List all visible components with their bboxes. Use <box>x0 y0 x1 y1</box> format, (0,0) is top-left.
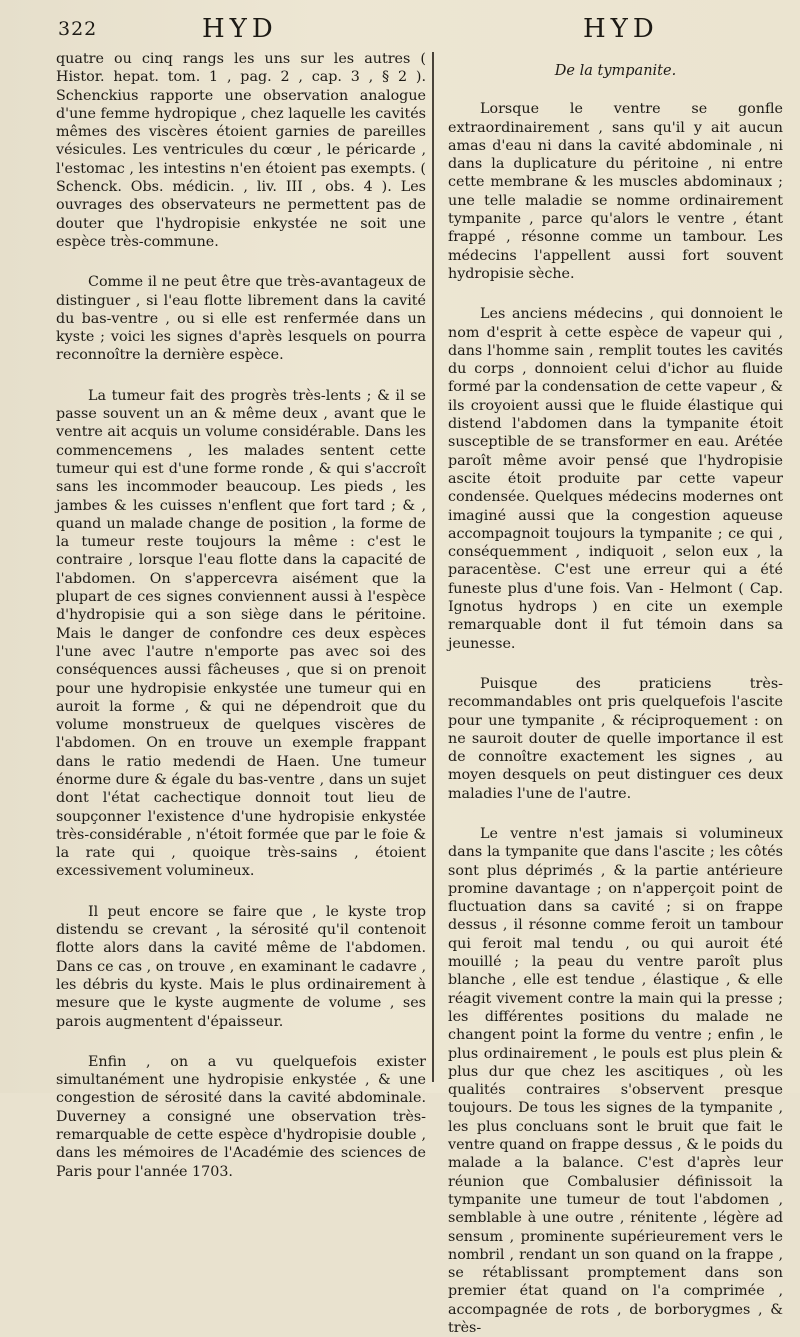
running-head-right: HYD <box>583 14 659 44</box>
right-column <box>448 50 783 1337</box>
running-head-left: HYD <box>202 14 278 44</box>
paragraph: Puisque des praticiens très-recommandables ont pris quelquefois l'ascite pour une tympanite , & réciproquement : on ne sauroit douter de quelle importance il est de connoître exactement les signes , au moyen desquels on peut distinguer ces deux maladies l'une de l'autre. <box>448 675 783 802</box>
paragraph: La tumeur fait des progrès très-lents ; & il se passe souvent un an & même deux , avant que le ventre ait acquis un volume considérable. Dans les commencemens , les malades sentent cette tumeur qui est d'une forme ronde , & qui s'accroît sans les incommoder beaucoup. Les pieds , les jambes & les cuisses n'enflent que fort tard ; & , quand un malade change de position , la forme de la tumeur reste toujours la même : c'est le contraire , lorsque l'eau flotte dans la capacité de l'abdomen. On s'appercevra aisément que la plupart de ces signes conviennent aussi à l'espèce d'hydropisie qui a son siège dans le péritoine. Mais le danger de confondre ces deux espèces l'une avec l'autre n'emporte pas avec soi des conséquences aussi fâcheuses , que si on prenoit pour une hydropisie enkystée une tumeur qui en auroit la forme , & qui ne dépendroit que du volume monstrueux de quelques viscères de l'abdomen. On en trouve un exemple frappant dans le ratio medendi de Haen. Une tumeur énorme dure & égale du bas-ventre , dans un sujet dont l'état cachectique donnoit tout lieu de soupçonner l'existence d'une hydropisie enkystée très-considérable , n'étoit formée que par le foie & la rate qui , quoique très-sains , étoient excessivement volumineux. <box>56 387 426 880</box>
paragraph: quatre ou cinq rangs les uns sur les autres ( Histor. hepat. tom. 1 , pag. 2 , cap. 3 , § 2 ). Schenckius rapporte une observation analogue d'une femme hydropique , chez laquelle les cavités mêmes des viscères étoient garnies de pareilles vésicules. Les ventricules du cœur , le péricarde , l'estomac , les intestins n'en étoient pas exempts. ( Schenck. Obs. médicin. , liv. III , obs. 4 ). Les ouvrages des observateurs ne permettent pas de douter que l'hydropisie enkystée ne soit une espèce très-commune. <box>56 51 426 250</box>
paragraph: Il peut encore se faire que , le kyste trop distendu se crevant , la sérosité qu'il contenoit flotte alors dans la cavité même de l'abdomen. Dans ce cas , on trouve , en examinant le cadavre , les débris du kyste. Mais le plus ordinairement à mesure que le kyste augmente de volume , ses parois augmentent d'épaisseur. <box>56 903 426 1030</box>
section-title: De la tympanite. <box>554 63 677 79</box>
paragraph: Enfin , on a vu quelquefois exister simultanément une hydropisie enkystée , & une congestion de sérosité dans la cavité abdominale. Duverney a consigné une observation très-remarquable de cette espèce d'hydropisie double , dans les mémoires de l'Académie des sciences de Paris pour l'année 1703. <box>56 1053 426 1180</box>
page-number: 322 <box>58 18 98 40</box>
page-header <box>0 14 800 46</box>
paragraph: Le ventre n'est jamais si volumineux dans la tympanite que dans l'ascite ; les côtés sont plus déprimés , & la partie antérieure promine davantage ; on n'apperçoit point de fluctuation dans sa cavité ; si on frappe dessus , il résonne comme feroit un tambour qui feroit mal tendu , ou qui auroit été mouillé ; la peau du ventre paroît plus blanche , elle est tendue , élastique , & elle réagit vivement contre la main qui la presse ; les différentes positions du malade ne changent point la forme du ventre ; enfin , le plus ordinairement , le pouls est plus plein & plus dur que chez les ascitiques , où les qualités contraires s'observent presque toujours. De tous les signes de la tympanite , les plus concluans sont le bruit que fait le ventre quand on frappe dessus , & le poids du malade a la balance. C'est d'après leur réunion que Combalusier définissoit la tympanite une tumeur de tout l'abdomen , semblable à une outre , rénitente , légère ad sensum , prominente supérieurement vers le nombril , rendant un son quand on la frappe , se rétablissant promptement dans son premier état quand on l'a comprimée , accompagnée de rots , de borborygmes , & très- <box>448 825 783 1336</box>
left-column <box>56 50 426 1181</box>
paragraph: Comme il ne peut être que très-avantageux de distinguer , si l'eau flotte librement dans la cavité du bas-ventre , ou si elle est renfermée dans un kyste ; voici les signes d'après lesquels on pourra reconnoître la dernière espèce. <box>56 274 426 364</box>
paragraph: Les anciens médecins , qui donnoient le nom d'esprit à cette espèce de vapeur qui , dans l'homme sain , remplit toutes les cavités du corps , donnoient celui d'ichor au fluide formé par la condensation de cette vapeur , & ils croyoient aussi que le fluide élastique qui distend l'abdomen dans la tympanite étoit susceptible de se transformer en eau. Arétée paroît même avoir pensé que l'hydropisie ascite étoit produite par cette vapeur condensée. Quelques médecins modernes ont imaginé aussi que la congestion aqueuse accompagnoit toujours la tympanite ; ce qui , conséquemment , indiquoit , selon eux , la paracentèse. C'est une erreur qui a été funeste plus d'une fois. Van - Helmont ( Cap. Ignotus hydrops ) en cite un exemple remarquable dont il fut témoin dans sa jeunesse. <box>448 306 783 652</box>
paragraph: Lorsque le ventre se gonfle extraordinairement , sans qu'il y ait aucun amas d'eau ni dans la cavité abdominale , ni dans la duplicature du péritoine , ni entre cette membrane & les muscles abdominaux ; une telle maladie se nomme ordinairement tympanite , parce qu'alors le ventre , étant frappé , résonne comme un tambour. Les médecins l'appellent aussi fort souvent hydropisie sèche. <box>448 101 783 282</box>
column-divider <box>432 52 434 1082</box>
